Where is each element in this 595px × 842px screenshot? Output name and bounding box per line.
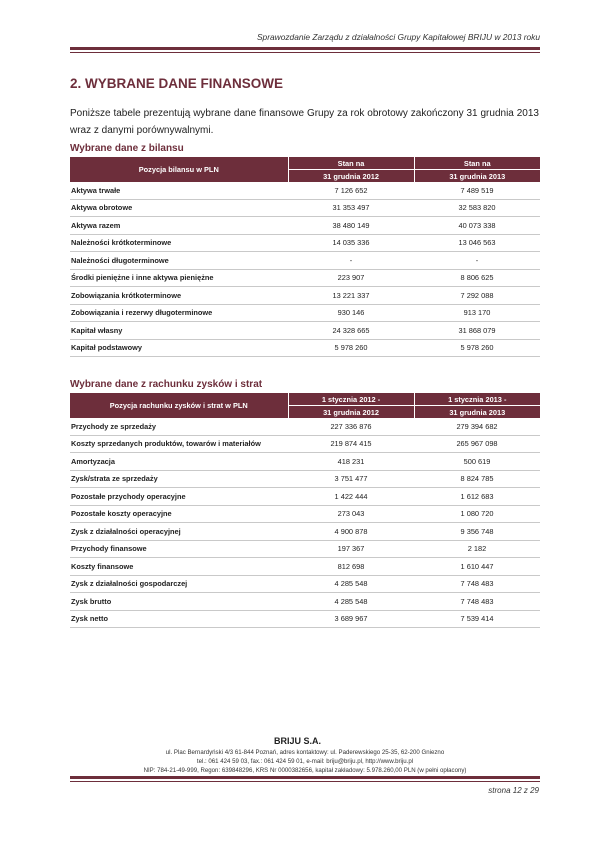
balance-col2-top: Stan na xyxy=(414,157,540,170)
row-value-2013: 8 806 625 xyxy=(414,269,540,287)
row-label: Zysk brutto xyxy=(70,593,288,611)
table-row xyxy=(70,287,540,305)
row-value-2012: 31 353 497 xyxy=(288,199,414,217)
row-label: Zysk netto xyxy=(70,610,288,628)
table-row xyxy=(70,199,540,217)
footer-address: ul. Plac Bernardyński 4/3 61-844 Poznań, adres kontaktowy: ul. Paderewskiego 25-35, 62-200 Gniezno xyxy=(165,749,445,756)
row-value-2013: 1 610 447 xyxy=(414,558,540,576)
row-value-2013: 7 489 519 xyxy=(414,182,540,199)
row-value-2013: 265 967 098 xyxy=(414,435,540,453)
row-value-2012: 24 328 665 xyxy=(288,322,414,340)
balance-table xyxy=(70,157,540,357)
row-value-2012: 4 900 878 xyxy=(288,523,414,541)
row-value-2013: 5 978 260 xyxy=(414,339,540,357)
table-row xyxy=(70,488,540,506)
table-row xyxy=(70,505,540,523)
section-title: 2. WYBRANE DANE FINANSOWE xyxy=(70,76,284,91)
row-value-2012: 13 221 337 xyxy=(288,287,414,305)
row-value-2012: 3 689 967 xyxy=(288,610,414,628)
row-label: Kapitał własny xyxy=(70,322,288,340)
row-label: Zobowiązania krótkoterminowe xyxy=(70,287,288,305)
table-row xyxy=(70,418,540,435)
table-row xyxy=(70,304,540,322)
row-value-2012: 197 367 xyxy=(288,540,414,558)
income-table xyxy=(70,393,540,628)
row-label: Przychody ze sprzedaży xyxy=(70,418,288,435)
row-label: Koszty sprzedanych produktów, towarów i materiałów xyxy=(70,435,288,453)
row-value-2012: 227 336 876 xyxy=(288,418,414,435)
income-col1-top: 1 stycznia 2012 - xyxy=(288,393,414,406)
income-col1-bottom: 31 grudnia 2012 xyxy=(288,406,414,419)
row-label: Zysk/strata ze sprzedaży xyxy=(70,470,288,488)
row-value-2012: 38 480 149 xyxy=(288,217,414,235)
row-label: Pozostałe koszty operacyjne xyxy=(70,505,288,523)
footer-rule-thin xyxy=(70,781,540,782)
row-value-2013: 1 080 720 xyxy=(414,505,540,523)
row-value-2012: 3 751 477 xyxy=(288,470,414,488)
row-value-2012: 273 043 xyxy=(288,505,414,523)
row-value-2012: 7 126 652 xyxy=(288,182,414,199)
row-value-2013: 2 182 xyxy=(414,540,540,558)
header-rule xyxy=(70,47,540,50)
row-value-2012: 418 231 xyxy=(288,453,414,471)
table-row xyxy=(70,453,540,471)
balance-col2-bottom: 31 grudnia 2013 xyxy=(414,170,540,183)
row-label: Aktywa razem xyxy=(70,217,288,235)
row-value-2012: 5 978 260 xyxy=(288,339,414,357)
row-value-2013: 32 583 820 xyxy=(414,199,540,217)
row-value-2013: 500 619 xyxy=(414,453,540,471)
table-row xyxy=(70,593,540,611)
running-header: Sprawozdanie Zarządu z działalności Grupy Kapitałowej BRIJU w 2013 roku xyxy=(256,32,540,42)
balance-col1-top: Stan na xyxy=(288,157,414,170)
page-number: strona 12 z 29 xyxy=(488,786,539,795)
row-value-2013: 8 824 785 xyxy=(414,470,540,488)
table-row xyxy=(70,217,540,235)
table-row xyxy=(70,435,540,453)
row-value-2013: 913 170 xyxy=(414,304,540,322)
row-value-2013: 7 748 483 xyxy=(414,575,540,593)
income-col2-top: 1 stycznia 2013 - xyxy=(414,393,540,406)
footer-registry: NIP: 784-21-49-999, Regon: 639848296, KRS Nr 0000382656, kapitał zakładowy: 5.978.260,00 PLN (w pełni opłacony) xyxy=(143,767,467,774)
row-label: Należności krótkoterminowe xyxy=(70,234,288,252)
income-col-position: Pozycja rachunku zysków i strat w PLN xyxy=(70,393,288,418)
row-label: Kapitał podstawowy xyxy=(70,339,288,357)
row-value-2013: 7 539 414 xyxy=(414,610,540,628)
row-value-2013: 9 356 748 xyxy=(414,523,540,541)
table-row xyxy=(70,252,540,270)
row-label: Amortyzacja xyxy=(70,453,288,471)
table-row xyxy=(70,540,540,558)
row-label: Koszty finansowe xyxy=(70,558,288,576)
row-value-2012: 223 907 xyxy=(288,269,414,287)
row-label: Zobowiązania i rezerwy długoterminowe xyxy=(70,304,288,322)
row-label: Przychody finansowe xyxy=(70,540,288,558)
row-value-2012: 4 285 548 xyxy=(288,575,414,593)
balance-col-position: Pozycja bilansu w PLN xyxy=(70,157,288,182)
income-col2-bottom: 31 grudnia 2013 xyxy=(414,406,540,419)
table-row xyxy=(70,470,540,488)
row-value-2013: - xyxy=(414,252,540,270)
row-value-2012: 4 285 548 xyxy=(288,593,414,611)
header-rule-thin xyxy=(70,52,540,53)
row-value-2013: 1 612 683 xyxy=(414,488,540,506)
balance-table-body xyxy=(70,182,540,357)
table-row xyxy=(70,322,540,340)
balance-table-heading: Wybrane dane z bilansu xyxy=(70,143,184,154)
table-row xyxy=(70,610,540,628)
footer-rule xyxy=(70,776,540,779)
footer-company: BRIJU S.A. xyxy=(273,736,321,746)
row-value-2012: - xyxy=(288,252,414,270)
row-value-2012: 930 146 xyxy=(288,304,414,322)
row-label: Zysk z działalności gospodarczej xyxy=(70,575,288,593)
income-table-body xyxy=(70,418,540,628)
row-label: Zysk z działalności operacyjnej xyxy=(70,523,288,541)
row-label: Aktywa obrotowe xyxy=(70,199,288,217)
row-value-2013: 40 073 338 xyxy=(414,217,540,235)
row-label: Środki pieniężne i inne aktywa pieniężne xyxy=(70,269,288,287)
row-value-2013: 31 868 079 xyxy=(414,322,540,340)
table-row xyxy=(70,575,540,593)
income-table-heading: Wybrane dane z rachunku zysków i strat xyxy=(70,379,263,390)
row-value-2012: 219 874 415 xyxy=(288,435,414,453)
row-value-2013: 7 292 088 xyxy=(414,287,540,305)
row-value-2013: 7 748 483 xyxy=(414,593,540,611)
table-row xyxy=(70,339,540,357)
row-value-2013: 279 394 682 xyxy=(414,418,540,435)
row-label: Aktywa trwałe xyxy=(70,182,288,199)
row-value-2012: 14 035 336 xyxy=(288,234,414,252)
row-label: Należności długoterminowe xyxy=(70,252,288,270)
table-row xyxy=(70,269,540,287)
table-row xyxy=(70,558,540,576)
row-value-2012: 1 422 444 xyxy=(288,488,414,506)
row-value-2013: 13 046 563 xyxy=(414,234,540,252)
table-row xyxy=(70,182,540,199)
balance-col1-bottom: 31 grudnia 2012 xyxy=(288,170,414,183)
intro-paragraph: Poniższe tabele prezentują wybrane dane finansowe Grupy za rok obrotowy zakończony 31 grudnia 2013 wraz z danymi porównywalnymi. xyxy=(70,108,539,136)
footer-contact: tel.: 061 424 59 03, fax.: 061 424 59 01, e-mail: briju@briju.pl, http://www.briju.pl xyxy=(196,758,414,765)
table-row xyxy=(70,523,540,541)
row-label: Pozostałe przychody operacyjne xyxy=(70,488,288,506)
row-value-2012: 812 698 xyxy=(288,558,414,576)
table-row xyxy=(70,234,540,252)
